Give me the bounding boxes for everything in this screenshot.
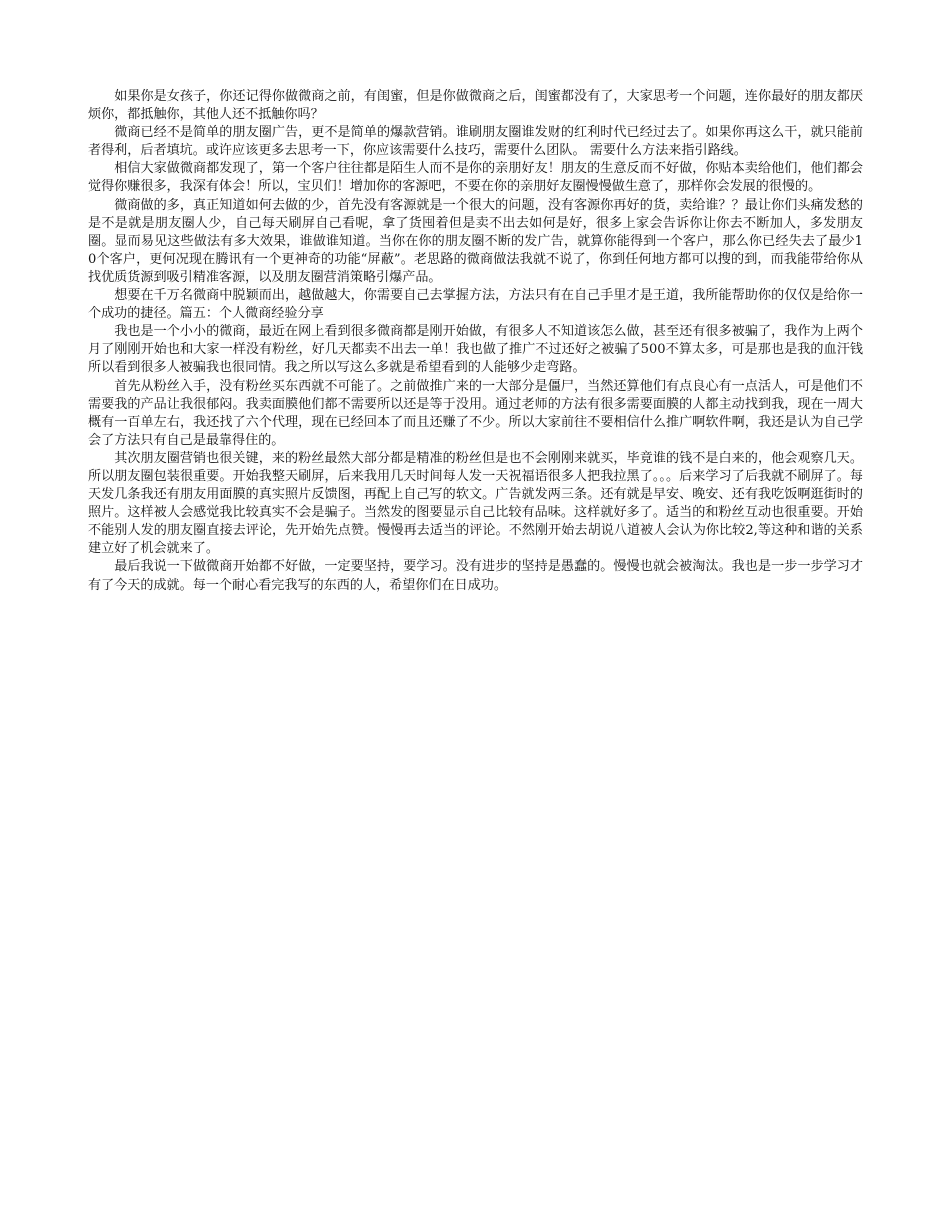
paragraph: 其次朋友圈营销也很关键，来的粉丝最然大部分都是精准的粉丝但是也不会刚刚来就买，毕竟谁的钱不是白来的，他会观察几天。所以朋友圈包装很重要。开始我整天刷屏，后来我用几天时间每人发一天祝福语很多人把我拉黑了。。。后来学习了后我就不刷屏了。每天发几条我还有朋友用面膜的真实照片反馈图，再配上自己写的软文。广告就发两三条。还有就是早安、晚安、还有我吃饭啊逛街时的照片。这样被人会感觉我比较真实不会是骗子。当然发的图要显示自己比较有品味。这样就好多了。适当的和粉丝互动也很重要。开始不能别人发的朋友圈直接去评论，先开始先点赞。慢慢再去适当的评论。不然刚开始去胡说八道被人会认为你比较2,等这种和谐的关系建立好了机会就来了。	[88, 450, 863, 557]
document-body	[88, 88, 863, 595]
paragraph: 我也是一个小小的微商，最近在网上看到很多微商都是刚开始做，有很多人不知道该怎么做，甚至还有很多被骗了，我作为上两个月了刚刚开始也和大家一样没有粉丝，好几天都卖不出去一单！我也做了推广不过还好之被骗了500不算太多，可是那也是我的血汗钱所以看到很多人被骗我也很同情。我之所以写这么多就是希望看到的人能够少走弯路。	[88, 324, 863, 376]
paragraph: 如果你是女孩子，你还记得你做微商之前，有闺蜜，但是你做微商之后，闺蜜都没有了，大家思考一个问题，连你最好的朋友都厌烦你，都抵触你，其他人还不抵触你吗？	[88, 89, 863, 123]
paragraph: 最后我说一下做微商开始都不好做，一定要坚持，要学习。没有进步的坚持是愚蠢的。慢慢也就会被淘汰。我也是一步一步学习才有了今天的成就。每一个耐心看完我写的东西的人，希望你们在日成功。	[88, 559, 863, 593]
paragraph: 想要在千万名微商中脱颖而出，越做越大，你需要自己去掌握方法，方法只有在自己手里才是王道，我所能帮助你的仅仅是给你一个成功的捷径。篇五：个人微商经验分享	[88, 288, 863, 322]
paragraph: 首先从粉丝入手，没有粉丝买东西就不可能了。之前做推广来的一大部分是僵尸，当然还算他们有点良心有一点活人，可是他们不需要我的产品让我很郁闷。我卖面膜他们都不需要所以还是等于没用。通过老师的方法有很多需要面膜的人都主动找到我，现在一周大概有一百单左右，我还找了六个代理，现在已经回本了而且还赚了不少。所以大家前往不要相信什么推广啊软件啊，我还是认为自己学会了方法只有自己是最靠得住的。	[88, 378, 863, 448]
paragraph: 微商做的多，真正知道如何去做的少，首先没有客源就是一个很大的问题，没有客源你再好的货，卖给谁？？最让你们头痛发愁的是不是就是朋友圈人少，自己每天刷屏自己看呢，拿了货囤着但是卖不出去如何是好，很多上家会告诉你让你去不断加人，多发朋友圈。显而易见这些做法有多大效果，谁做谁知道。当你在你的朋友圈不断的发广告，就算你能得到一个客户，那么你已经失去了最少10个客户，更何况现在腾讯有一个更神奇的功能“屏蔽”。老思路的微商做法我就不说了，你到任何地方都可以搜的到，而我能带给你从找优质货源到吸引精准客源，以及朋友圈营消策略引爆产品。	[88, 197, 863, 285]
paragraph: 相信大家做微商都发现了，第一个客户往往都是陌生人而不是你的亲朋好友！朋友的生意反而不好做，你贴本卖给他们，他们都会觉得你赚很多，我深有体会！所以，宝贝们！增加你的客源吧，不要在你的亲朋好友圈慢慢做生意了，那样你会发展的很慢的。	[88, 161, 863, 195]
paragraph: 微商已经不是简单的朋友圈广告，更不是简单的爆款营销。谁刷朋友圈谁发财的红利时代已经过去了。如果你再这么干，就只能前者得利，后者填坑。或许应该更多去思考一下，你应该需要什么技巧，需要什么团队。 需要什么方法来指引路线。	[88, 125, 863, 159]
